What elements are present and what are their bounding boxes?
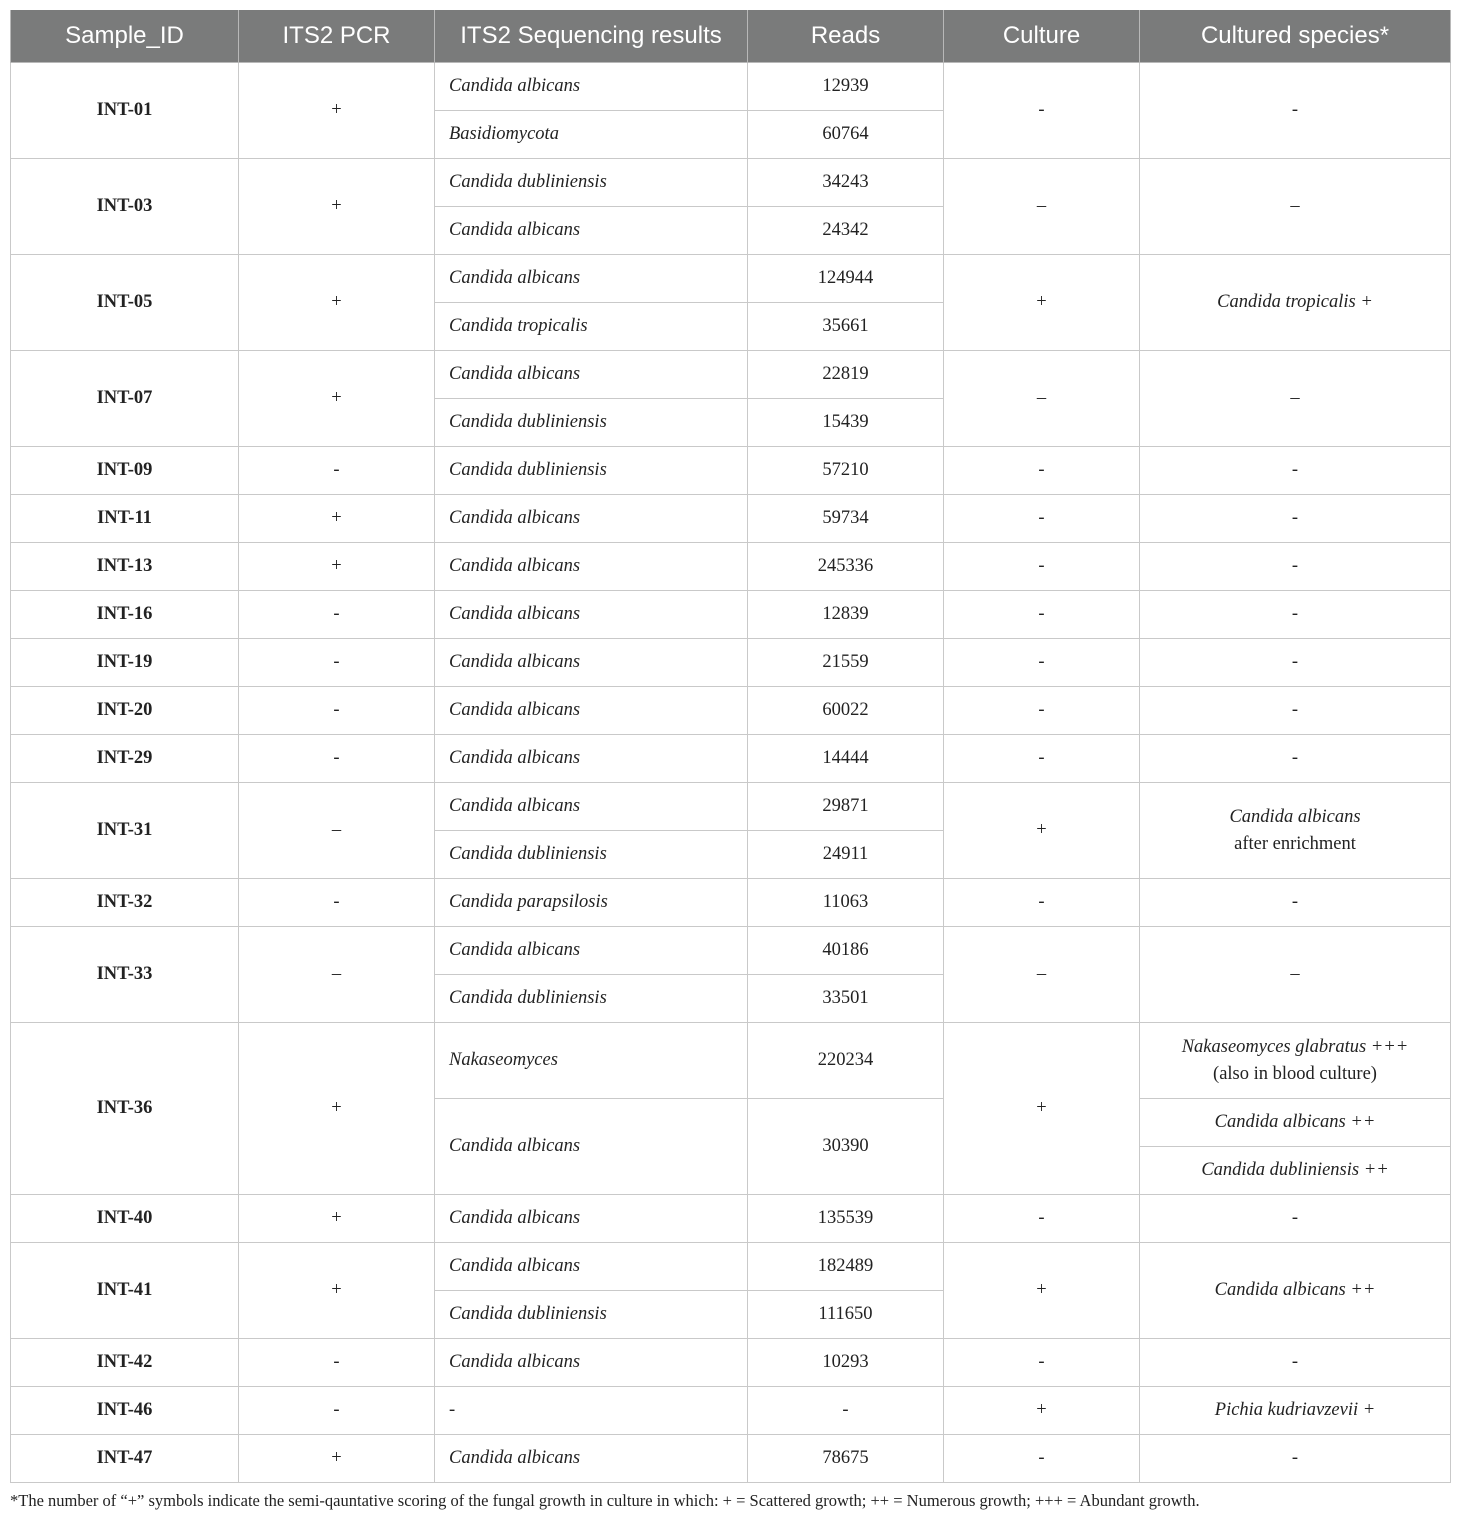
cultured-species: Candida tropicalis + bbox=[1140, 255, 1451, 351]
pcr-result: - bbox=[239, 1387, 435, 1435]
sample-id: INT-13 bbox=[11, 543, 239, 591]
cultured-species: - bbox=[1140, 639, 1451, 687]
cultured-species: - bbox=[1140, 63, 1451, 159]
species: - bbox=[435, 1387, 748, 1435]
sample-id: INT-11 bbox=[11, 495, 239, 543]
sample-id: INT-01 bbox=[11, 63, 239, 159]
pcr-result: + bbox=[239, 543, 435, 591]
sample-id: INT-09 bbox=[11, 447, 239, 495]
cultured-species: – bbox=[1140, 927, 1451, 1023]
pcr-result: - bbox=[239, 879, 435, 927]
table-body bbox=[11, 63, 1451, 1483]
cultured-species: - bbox=[1140, 879, 1451, 927]
table-row bbox=[11, 687, 1451, 735]
table-row bbox=[11, 783, 1451, 831]
reads: 35661 bbox=[748, 303, 944, 351]
species: Candida albicans bbox=[435, 1243, 748, 1291]
pcr-result: + bbox=[239, 1195, 435, 1243]
culture-result: – bbox=[944, 927, 1140, 1023]
reads: 12839 bbox=[748, 591, 944, 639]
reads: 12939 bbox=[748, 63, 944, 111]
species: Candida albicans bbox=[435, 543, 748, 591]
pcr-result: - bbox=[239, 735, 435, 783]
species: Candida albicans bbox=[435, 591, 748, 639]
species: Candida parapsilosis bbox=[435, 879, 748, 927]
species: Candida albicans bbox=[435, 1195, 748, 1243]
reads: 22819 bbox=[748, 351, 944, 399]
pcr-result: + bbox=[239, 1243, 435, 1339]
reads: 60022 bbox=[748, 687, 944, 735]
sample-id: INT-40 bbox=[11, 1195, 239, 1243]
culture-result: - bbox=[944, 447, 1140, 495]
header-its2-sequencing: ITS2 Sequencing results bbox=[435, 10, 748, 63]
table-row bbox=[11, 639, 1451, 687]
reads: 220234 bbox=[748, 1023, 944, 1099]
table-row bbox=[11, 1243, 1451, 1291]
table-row bbox=[11, 543, 1451, 591]
sample-id: INT-47 bbox=[11, 1435, 239, 1483]
species: Candida albicans bbox=[435, 639, 748, 687]
table-row bbox=[11, 1195, 1451, 1243]
reads: 24342 bbox=[748, 207, 944, 255]
culture-result: + bbox=[944, 1023, 1140, 1195]
pcr-result: + bbox=[239, 495, 435, 543]
table-footnote: *The number of “+” symbols indicate the semi-qauntative scoring of the fungal growth in culture in which: + = Scattered growth; ++ = Numerous growth; +++ = Abundant growth. bbox=[10, 1491, 1200, 1510]
table-row bbox=[11, 591, 1451, 639]
sample-id: INT-05 bbox=[11, 255, 239, 351]
sample-id: INT-29 bbox=[11, 735, 239, 783]
reads: 14444 bbox=[748, 735, 944, 783]
pcr-result: + bbox=[239, 63, 435, 159]
culture-result: - bbox=[944, 591, 1140, 639]
pcr-result: - bbox=[239, 591, 435, 639]
species: Candida dubliniensis bbox=[435, 159, 748, 207]
sample-id: INT-07 bbox=[11, 351, 239, 447]
sample-id: INT-20 bbox=[11, 687, 239, 735]
reads: 34243 bbox=[748, 159, 944, 207]
cultured-species: – bbox=[1140, 159, 1451, 255]
table-row bbox=[11, 879, 1451, 927]
species: Candida albicans bbox=[435, 255, 748, 303]
species: Candida albicans bbox=[435, 1339, 748, 1387]
cultured-species: - bbox=[1140, 495, 1451, 543]
sample-id: INT-31 bbox=[11, 783, 239, 879]
sample-id: INT-16 bbox=[11, 591, 239, 639]
table-row bbox=[11, 1387, 1451, 1435]
species: Candida dubliniensis bbox=[435, 447, 748, 495]
pcr-result: + bbox=[239, 255, 435, 351]
pcr-result: + bbox=[239, 159, 435, 255]
pcr-result: – bbox=[239, 783, 435, 879]
culture-result: - bbox=[944, 735, 1140, 783]
sample-id: INT-32 bbox=[11, 879, 239, 927]
cultured-species bbox=[1140, 1023, 1451, 1099]
species: Candida albicans bbox=[435, 783, 748, 831]
reads: 124944 bbox=[748, 255, 944, 303]
table-row bbox=[11, 447, 1451, 495]
header-culture: Culture bbox=[944, 10, 1140, 63]
culture-result: + bbox=[944, 255, 1140, 351]
cultured-species-note: (also in blood culture) bbox=[1213, 1063, 1377, 1084]
table-row bbox=[11, 1339, 1451, 1387]
table-row bbox=[11, 735, 1451, 783]
sample-id: INT-46 bbox=[11, 1387, 239, 1435]
table-row bbox=[11, 1023, 1451, 1099]
cultured-species: - bbox=[1140, 1195, 1451, 1243]
pcr-result: – bbox=[239, 927, 435, 1023]
culture-result: - bbox=[944, 543, 1140, 591]
reads: 78675 bbox=[748, 1435, 944, 1483]
table-row bbox=[11, 1435, 1451, 1483]
sample-id: INT-42 bbox=[11, 1339, 239, 1387]
species: Candida albicans bbox=[435, 351, 748, 399]
culture-result: - bbox=[944, 879, 1140, 927]
reads: 59734 bbox=[748, 495, 944, 543]
cultured-species-name: Candida albicans bbox=[1229, 806, 1361, 827]
species: Candida dubliniensis bbox=[435, 399, 748, 447]
culture-result: + bbox=[944, 1387, 1140, 1435]
reads: - bbox=[748, 1387, 944, 1435]
species: Basidiomycota bbox=[435, 111, 748, 159]
cultured-species-note: after enrichment bbox=[1234, 833, 1356, 854]
culture-result: - bbox=[944, 687, 1140, 735]
results-table bbox=[10, 10, 1451, 1483]
pcr-result: + bbox=[239, 1023, 435, 1195]
results-table-container bbox=[10, 10, 1450, 1483]
cultured-species: - bbox=[1140, 543, 1451, 591]
header-sample-id: Sample_ID bbox=[11, 10, 239, 63]
cultured-species: - bbox=[1140, 687, 1451, 735]
cultured-species: - bbox=[1140, 1435, 1451, 1483]
species: Candida albicans bbox=[435, 495, 748, 543]
reads: 245336 bbox=[748, 543, 944, 591]
sample-id: INT-03 bbox=[11, 159, 239, 255]
cultured-species: Pichia kudriavzevii + bbox=[1140, 1387, 1451, 1435]
pcr-result: + bbox=[239, 1435, 435, 1483]
cultured-species: - bbox=[1140, 735, 1451, 783]
reads: 24911 bbox=[748, 831, 944, 879]
table-row bbox=[11, 63, 1451, 111]
species: Candida albicans bbox=[435, 63, 748, 111]
pcr-result: - bbox=[239, 447, 435, 495]
culture-result: - bbox=[944, 1195, 1140, 1243]
pcr-result: - bbox=[239, 1339, 435, 1387]
pcr-result: + bbox=[239, 351, 435, 447]
cultured-species: - bbox=[1140, 591, 1451, 639]
culture-result: - bbox=[944, 63, 1140, 159]
species: Candida tropicalis bbox=[435, 303, 748, 351]
pcr-result: - bbox=[239, 639, 435, 687]
reads: 10293 bbox=[748, 1339, 944, 1387]
reads: 15439 bbox=[748, 399, 944, 447]
reads: 135539 bbox=[748, 1195, 944, 1243]
header-reads: Reads bbox=[748, 10, 944, 63]
species: Candida albicans bbox=[435, 1435, 748, 1483]
cultured-species bbox=[1140, 783, 1451, 879]
species: Candida albicans bbox=[435, 207, 748, 255]
species: Candida albicans bbox=[435, 687, 748, 735]
header-its2-pcr: ITS2 PCR bbox=[239, 10, 435, 63]
header-cultured-species: Cultured species* bbox=[1140, 10, 1451, 63]
species: Candida albicans bbox=[435, 927, 748, 975]
culture-result: + bbox=[944, 1243, 1140, 1339]
table-header bbox=[11, 10, 1451, 63]
reads: 29871 bbox=[748, 783, 944, 831]
species: Candida albicans bbox=[435, 735, 748, 783]
cultured-species: Candida dubliniensis ++ bbox=[1140, 1147, 1451, 1195]
species: Candida dubliniensis bbox=[435, 1291, 748, 1339]
reads: 30390 bbox=[748, 1099, 944, 1195]
sample-id: INT-19 bbox=[11, 639, 239, 687]
table-row bbox=[11, 495, 1451, 543]
table-row bbox=[11, 255, 1451, 303]
sample-id: INT-36 bbox=[11, 1023, 239, 1195]
culture-result: – bbox=[944, 159, 1140, 255]
cultured-species: – bbox=[1140, 351, 1451, 447]
sample-id: INT-33 bbox=[11, 927, 239, 1023]
pcr-result: - bbox=[239, 687, 435, 735]
cultured-species: Candida albicans ++ bbox=[1140, 1243, 1451, 1339]
table-row bbox=[11, 159, 1451, 207]
reads: 40186 bbox=[748, 927, 944, 975]
cultured-species: - bbox=[1140, 1339, 1451, 1387]
reads: 21559 bbox=[748, 639, 944, 687]
cultured-species: Candida albicans ++ bbox=[1140, 1099, 1451, 1147]
culture-result: - bbox=[944, 639, 1140, 687]
culture-result: – bbox=[944, 351, 1140, 447]
reads: 111650 bbox=[748, 1291, 944, 1339]
species: Nakaseomyces bbox=[435, 1023, 748, 1099]
sample-id: INT-41 bbox=[11, 1243, 239, 1339]
reads: 33501 bbox=[748, 975, 944, 1023]
culture-result: - bbox=[944, 495, 1140, 543]
cultured-species-name: Nakaseomyces glabratus +++ bbox=[1181, 1036, 1409, 1057]
culture-result: - bbox=[944, 1435, 1140, 1483]
cultured-species: - bbox=[1140, 447, 1451, 495]
culture-result: - bbox=[944, 1339, 1140, 1387]
reads: 57210 bbox=[748, 447, 944, 495]
reads: 182489 bbox=[748, 1243, 944, 1291]
table-row bbox=[11, 351, 1451, 399]
species: Candida albicans bbox=[435, 1099, 748, 1195]
species: Candida dubliniensis bbox=[435, 975, 748, 1023]
table-row bbox=[11, 927, 1451, 975]
species: Candida dubliniensis bbox=[435, 831, 748, 879]
culture-result: + bbox=[944, 783, 1140, 879]
reads: 60764 bbox=[748, 111, 944, 159]
reads: 11063 bbox=[748, 879, 944, 927]
